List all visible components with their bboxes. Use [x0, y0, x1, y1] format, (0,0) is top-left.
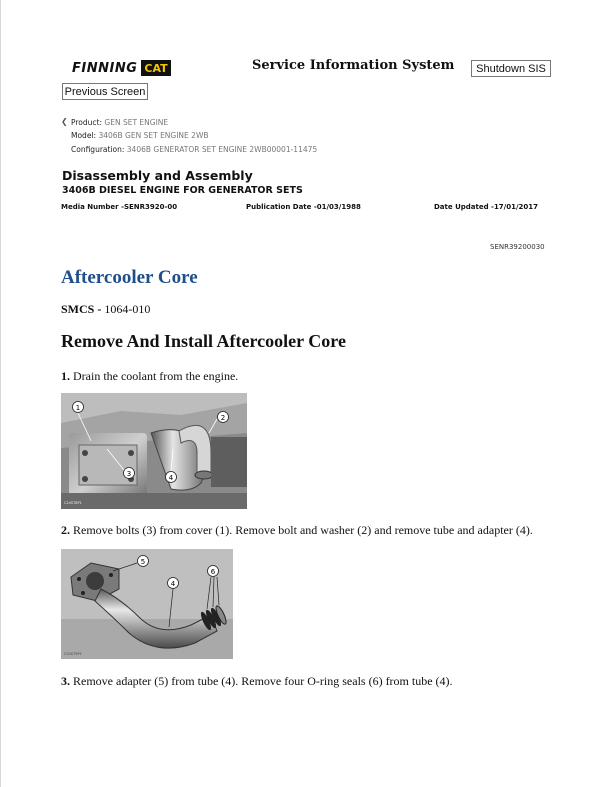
product-value: GEN SET ENGINE	[104, 118, 169, 127]
figure-2-code: C24ST9P1	[64, 652, 82, 656]
smcs-code	[61, 302, 150, 317]
smcs-value: 1064-010	[101, 302, 151, 316]
previous-screen-button[interactable]: Previous Screen	[62, 83, 148, 100]
step-number: 3.	[61, 674, 70, 688]
callout-1: 1	[75, 404, 81, 412]
finning-cat-logo	[72, 59, 171, 77]
model-label: Model:	[71, 131, 97, 140]
procedure-title: Remove And Install Aftercooler Core	[61, 331, 346, 351]
product-label: Product:	[71, 118, 103, 127]
step-1	[61, 369, 238, 384]
step-2	[61, 523, 533, 538]
section-heading: Aftercooler Core	[61, 267, 198, 288]
step-number: 1.	[61, 369, 70, 383]
callout-2: 2	[220, 414, 226, 422]
document-heading: Disassembly and Assembly	[62, 168, 253, 183]
page-left-border	[0, 0, 1, 787]
back-arrow-icon[interactable]: ❮	[61, 117, 68, 126]
figure-1-engine-photo	[61, 393, 247, 509]
step-text: Drain the coolant from the engine.	[70, 369, 239, 383]
figure-1-code: C24ST8P1	[64, 501, 82, 505]
product-line	[71, 118, 168, 127]
step-3	[61, 674, 453, 689]
model-line	[71, 131, 209, 140]
smcs-label: SMCS -	[61, 302, 102, 316]
date-updated: Date Updated -17/01/2017	[434, 203, 539, 211]
cat-badge: CAT	[141, 60, 170, 76]
configuration-line	[71, 145, 317, 154]
callout-6: 6	[210, 568, 216, 576]
configuration-label: Configuration:	[71, 145, 125, 154]
step-text: Remove bolts (3) from cover (1). Remove bolt and washer (2) and remove tube and adapter (4).	[70, 523, 533, 537]
logo-wordmark: FINNING	[72, 60, 138, 76]
media-number: Media Number -SENR3920-00	[61, 203, 178, 211]
step-text: Remove adapter (5) from tube (4). Remove four O-ring seals (6) from tube (4).	[70, 674, 453, 688]
document-id: SENR39200030	[490, 243, 545, 251]
model-value: 3406B GEN SET ENGINE 2WB	[98, 131, 209, 140]
callout-3: 3	[126, 470, 132, 478]
callout-5: 5	[140, 558, 146, 566]
publication-date: Publication Date -01/03/1988	[246, 203, 361, 211]
step-number: 2.	[61, 523, 70, 537]
configuration-value: 3406B GENERATOR SET ENGINE 2WB00001-11475	[126, 145, 318, 154]
page-title: Service Information System	[252, 58, 455, 73]
figure-2-tube-photo	[61, 549, 233, 659]
callout-4b: 4	[170, 580, 176, 588]
shutdown-sis-button[interactable]: Shutdown SIS	[471, 60, 551, 77]
document-subheading: 3406B DIESEL ENGINE FOR GENERATOR SETS	[62, 185, 303, 196]
callout-4: 4	[168, 474, 174, 482]
